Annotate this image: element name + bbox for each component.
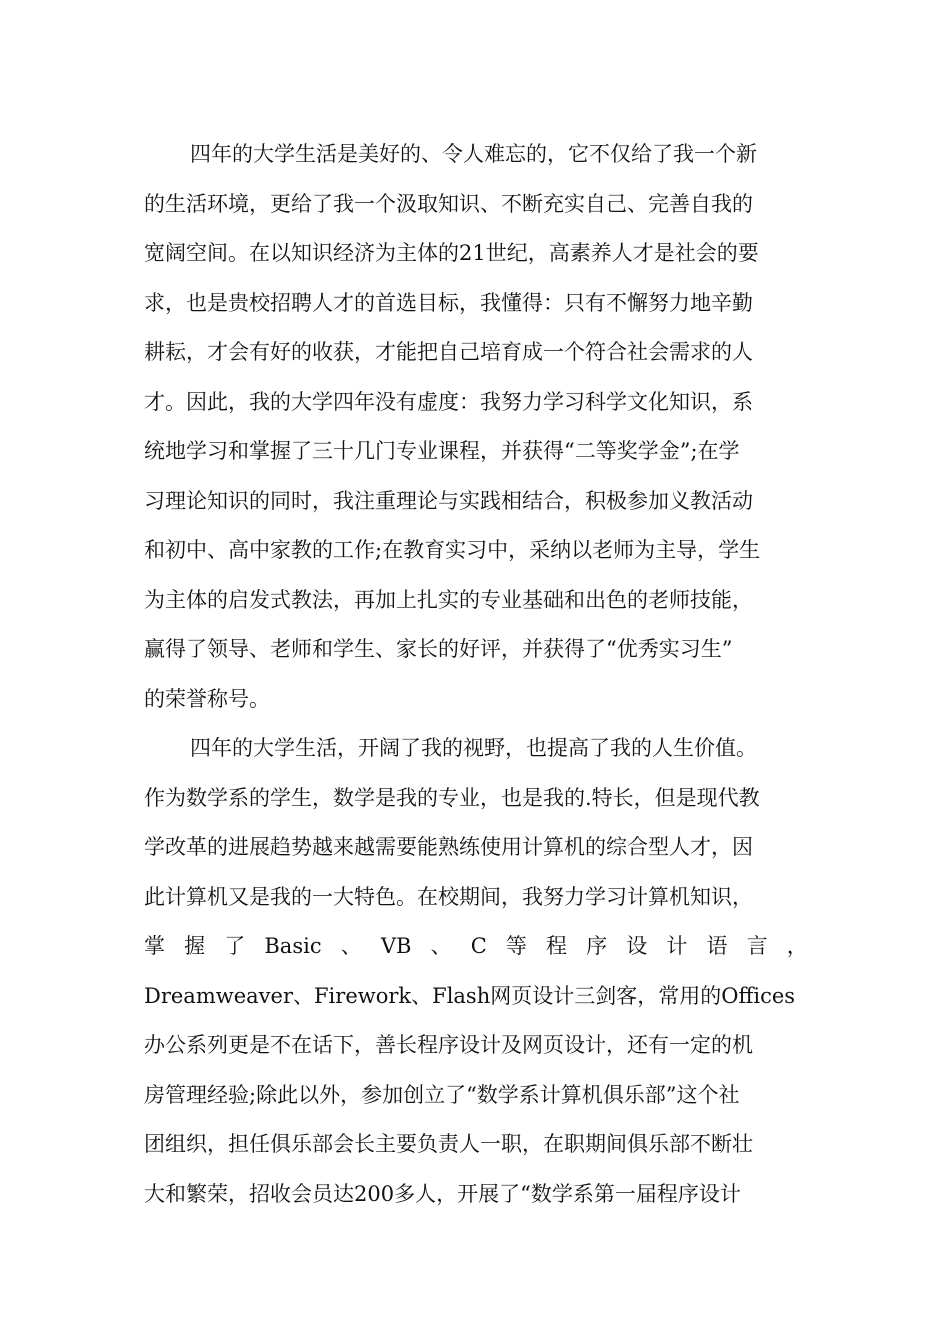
justified-line — [144, 922, 808, 972]
paragraph-line: 统地学习和掌握了三十几门专业课程，并获得“二等奖学金”;在学 — [144, 439, 740, 463]
justified-token: 设 — [626, 934, 648, 958]
paragraph-1 — [144, 130, 808, 724]
paragraph-line: 耕耘，才会有好的收获，才能把自己培育成一个符合社会需求的人 — [144, 340, 753, 364]
paragraph-line: 的荣誉称号。 — [144, 686, 270, 711]
paragraph-line: 大和繁荣，招收会员达200多人，开展了“数学系第一届程序设计 — [144, 1181, 741, 1206]
paragraph-line: Dreamweaver、Firework、Flash网页设计三剑客，常用的Offices — [144, 983, 796, 1008]
paragraph-line: 学改革的进展趋势越来越需要能熟练使用计算机的综合型人才，因 — [144, 835, 753, 859]
justified-token: 程 — [546, 934, 568, 958]
paragraph-line: 办公系列更是不在话下，善长程序设计及网页设计，还有一定的机 — [144, 1033, 753, 1057]
paragraph-line: 四年的大学生活，开阔了我的视野，也提高了我的人生价值。 — [190, 736, 757, 760]
paragraph-line: 房管理经验;除此以外，参加创立了“数学系计算机俱乐部”这个社 — [144, 1082, 740, 1107]
paragraph-line: 作为数学系的学生，数学是我的专业，也是我的.特长，但是现代教 — [144, 785, 760, 810]
paragraph-line: 赢得了领导、老师和学生、家长的好评，并获得了“优秀实习生” — [144, 637, 733, 661]
paragraph-line: 四年的大学生活是美好的、令人难忘的，它不仅给了我一个新 — [190, 142, 757, 166]
justified-token: 序 — [586, 934, 608, 958]
paragraph-line: 的生活环境，更给了我一个汲取知识、不断充实自己、完善自我的 — [144, 191, 753, 216]
justified-token: 等 — [505, 934, 527, 958]
paragraph-line: 团组织，担任俱乐部会长主要负责人一职，在职期间俱乐部不断壮 — [144, 1132, 753, 1156]
paragraph-2 — [144, 724, 808, 1219]
paragraph-line: 为主体的启发式教法，再加上扎实的专业基础和出色的老师技能， — [144, 587, 753, 612]
justified-token: 语 — [706, 934, 728, 958]
justified-token: ， — [786, 934, 808, 958]
paragraph-line: 宽阔空间。在以知识经济为主体的21世纪，高素养人才是社会的要 — [144, 241, 759, 265]
justified-token: 、 — [430, 934, 452, 958]
justified-token: C — [470, 934, 487, 958]
paragraph-line: 此计算机又是我的一大特色。在校期间，我努力学习计算机知识， — [144, 884, 753, 909]
paragraph-line: 求，也是贵校招聘人才的首选目标，我懂得：只有不懈努力地辛勤 — [144, 290, 753, 315]
paragraph-line: 才。因此，我的大学四年没有虚度：我努力学习科学文化知识，系 — [144, 389, 753, 414]
justified-token: 言 — [746, 934, 768, 958]
justified-token: 握 — [184, 934, 206, 958]
justified-token: 计 — [666, 934, 688, 958]
justified-token: 了 — [224, 934, 246, 958]
document-body — [144, 130, 808, 1219]
paragraph-line: 习理论知识的同时，我注重理论与实践相结合，积极参加义教活动 — [144, 488, 753, 513]
paragraph-line: 和初中、高中家教的工作;在教育实习中，采纳以老师为主导，学生 — [144, 538, 761, 562]
justified-token: VB — [380, 934, 412, 958]
justified-token: Basic — [264, 934, 322, 958]
justified-token: 掌 — [144, 934, 165, 958]
justified-token: 、 — [340, 934, 362, 958]
